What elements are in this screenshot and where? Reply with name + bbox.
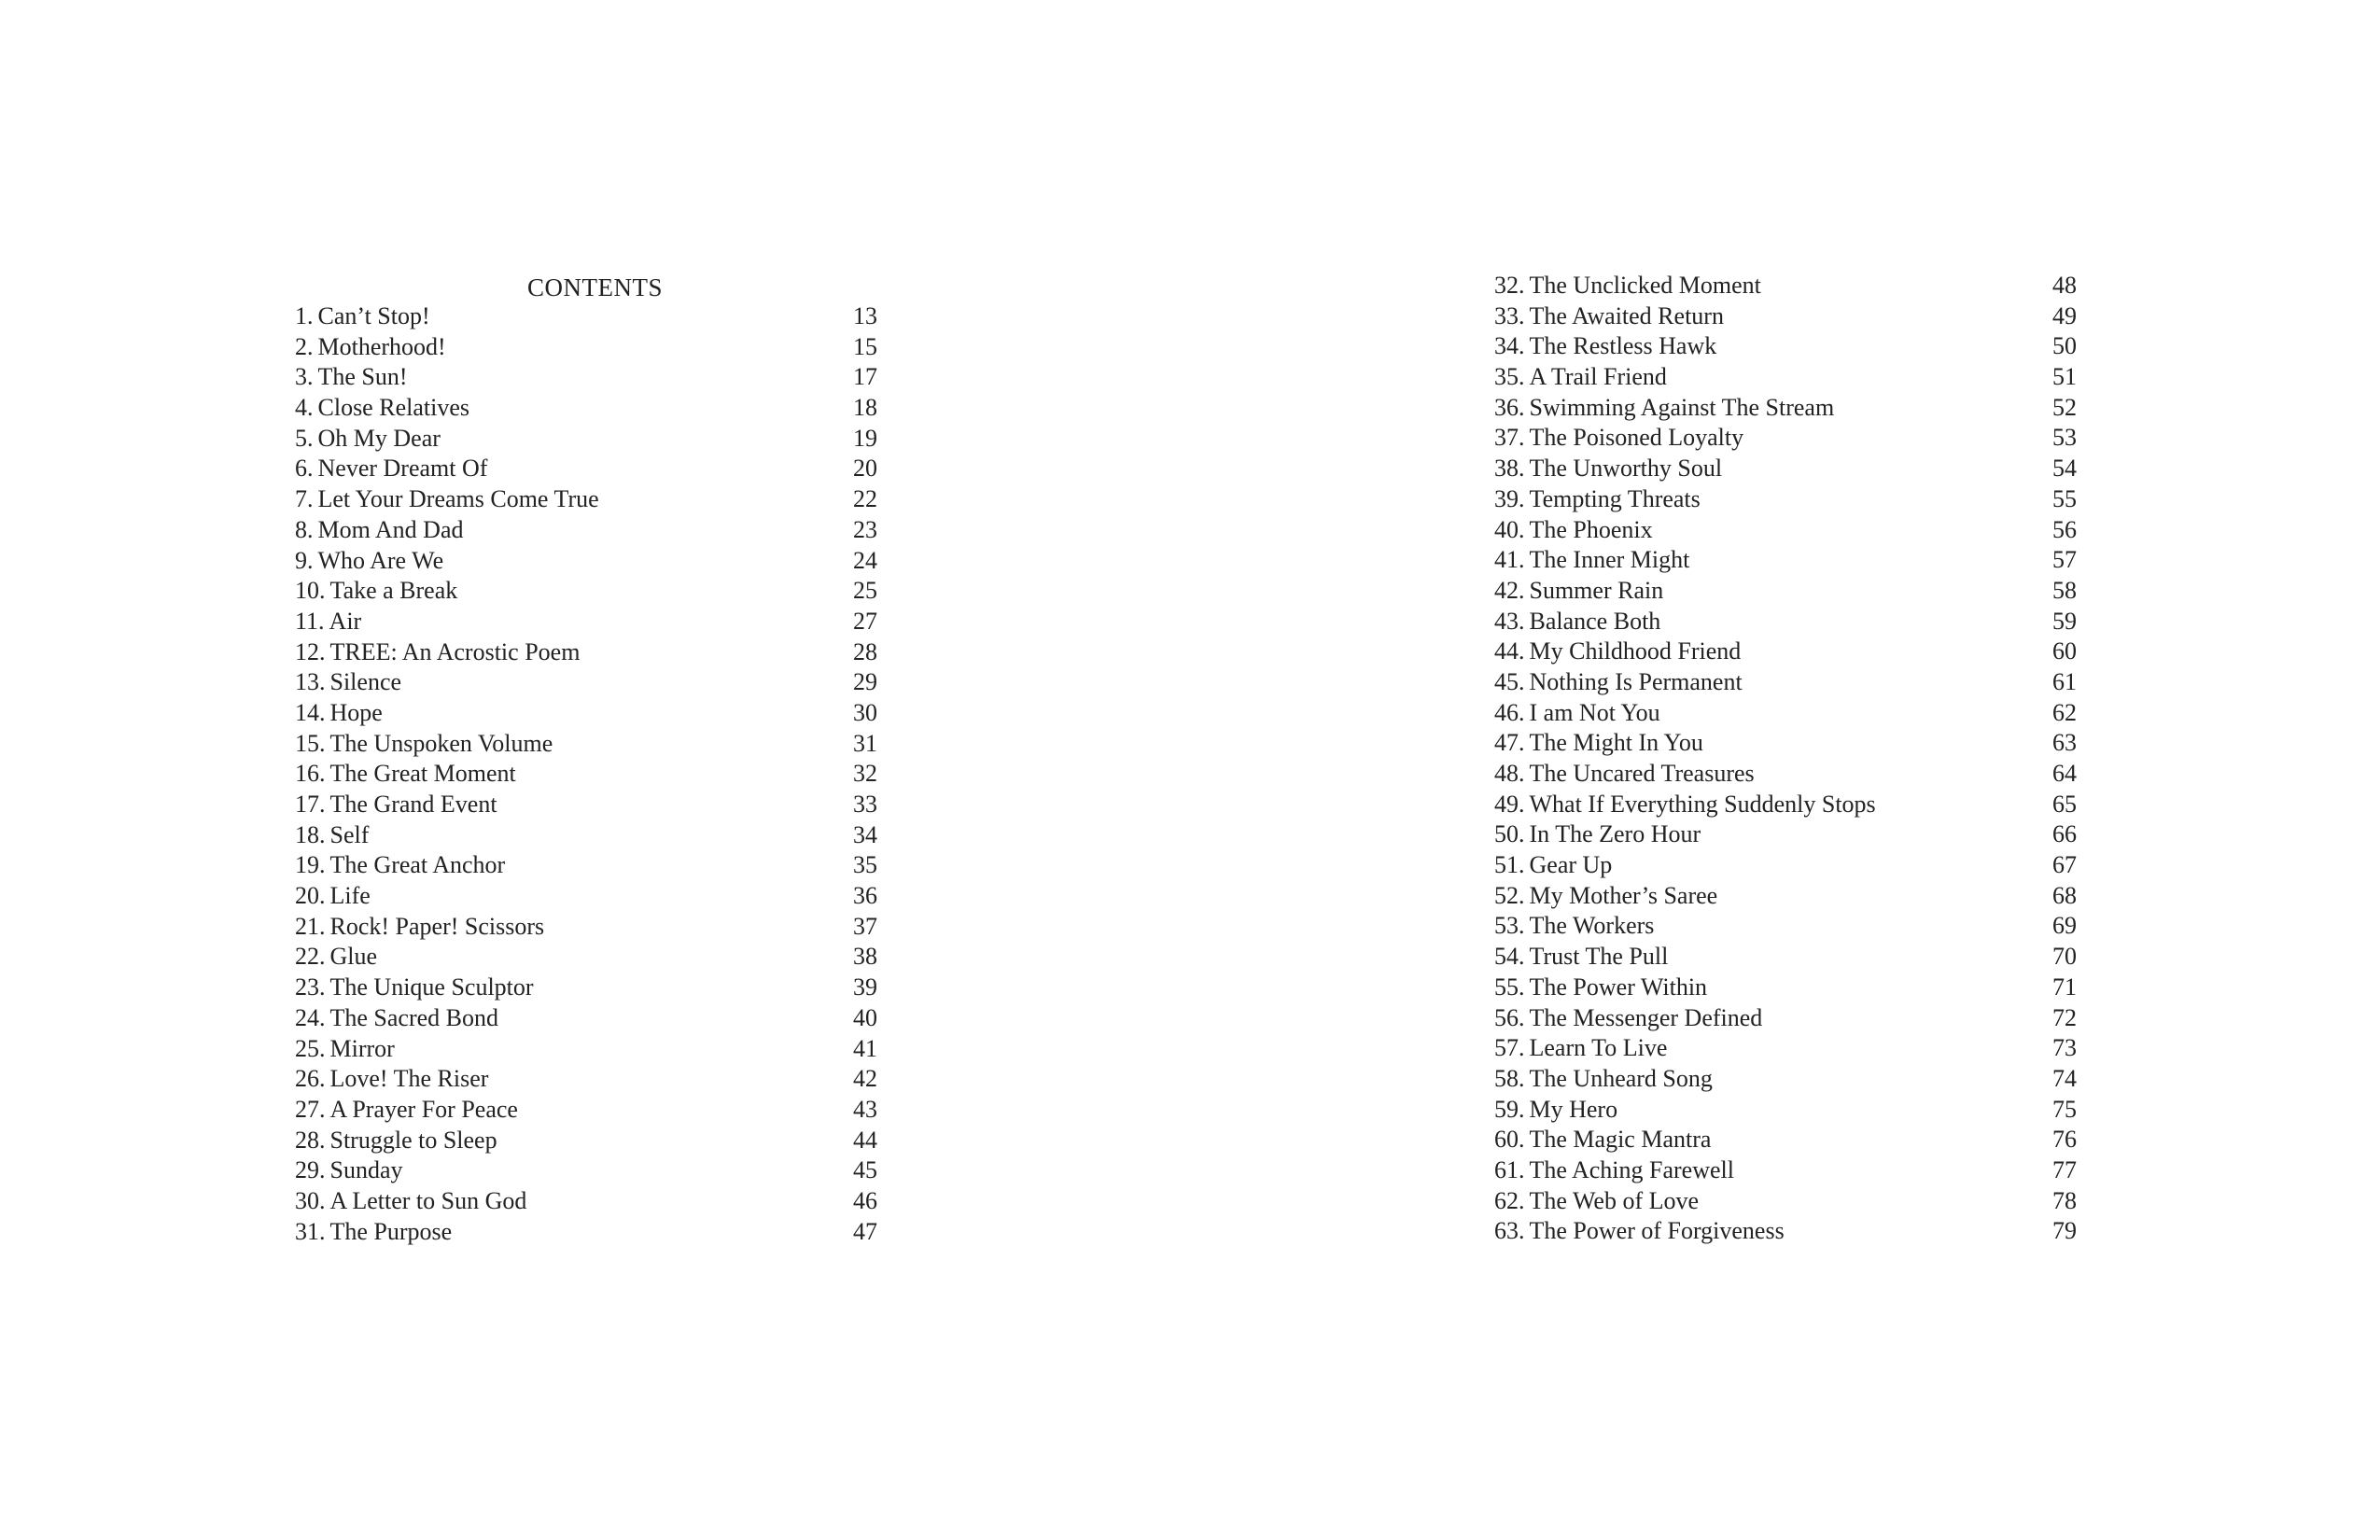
toc-entry-title: Gear Up (1529, 851, 1613, 879)
toc-entry-number: 15. (295, 729, 326, 757)
toc-entry-title: The Might In You (1529, 729, 1703, 757)
toc-entry-number: 40. (1494, 515, 1525, 543)
toc-entry-number: 48. (1494, 760, 1525, 787)
toc-entry-number: 63. (1494, 1217, 1525, 1245)
toc-entry-number: 47. (1494, 729, 1525, 757)
toc-entry-title: The Unique Sculptor (329, 973, 534, 1001)
toc-entry-page-number: 78 (2052, 1186, 2077, 1214)
toc-entry-title: The Power Within (1529, 973, 1708, 1001)
toc-entry-title: The Workers (1529, 912, 1655, 940)
toc-entry (295, 667, 877, 698)
toc-entry-page-number: 47 (853, 1217, 877, 1245)
toc-entry (1494, 271, 2077, 301)
toc-entry-number: 21. (295, 912, 326, 940)
toc-entry-page-number: 76 (2052, 1126, 2077, 1154)
toc-entry (1494, 484, 2077, 515)
toc-entry-number: 27. (295, 1095, 326, 1123)
toc-entry-number: 52. (1494, 881, 1525, 909)
toc-entry-title: A Letter to Sun God (329, 1186, 527, 1214)
toc-entry (1494, 942, 2077, 973)
toc-entry-number: 62. (1494, 1186, 1525, 1214)
toc-entry-title: Oh My Dear (317, 424, 441, 452)
toc-entry-number: 42. (1494, 576, 1525, 604)
toc-entry-title: Silence (329, 668, 402, 696)
toc-entry (295, 607, 877, 637)
toc-entry-page-number: 59 (2052, 607, 2077, 635)
toc-entry-page-number: 56 (2052, 515, 2077, 543)
toc-list-left (295, 301, 877, 1247)
toc-entry-number: 41. (1494, 546, 1525, 574)
toc-entry (1494, 362, 2077, 393)
toc-entry-title: Love! The Riser (329, 1065, 489, 1093)
toc-entry-page-number: 51 (2052, 363, 2077, 391)
toc-entry-page-number: 73 (2052, 1034, 2077, 1062)
toc-entry-title: Can’t Stop! (317, 302, 430, 329)
toc-entry-number: 38. (1494, 455, 1525, 483)
toc-entry-title: The Unheard Song (1529, 1064, 1713, 1092)
toc-entry-number: 5. (295, 424, 314, 452)
toc-entry (1494, 545, 2077, 576)
toc-entry-page-number: 23 (853, 515, 877, 543)
toc-entry-number: 10. (295, 577, 326, 605)
toc-entry (295, 1126, 877, 1156)
toc-entry-title: The Unspoken Volume (329, 729, 553, 757)
toc-entry-page-number: 66 (2052, 820, 2077, 848)
toc-entry (1494, 423, 2077, 454)
toc-entry-title: The Web of Love (1529, 1186, 1700, 1214)
toc-entry (1494, 850, 2077, 881)
toc-entry (1494, 301, 2077, 332)
toc-entry-page-number: 57 (2052, 546, 2077, 574)
toc-entry-title: The Great Moment (329, 760, 516, 788)
toc-entry-page-number: 37 (853, 912, 877, 940)
toc-entry (295, 424, 877, 455)
toc-entry-title: The Magic Mantra (1529, 1126, 1712, 1154)
toc-entry-title: What If Everything Suddenly Stops (1529, 790, 1876, 818)
toc-entry-page-number: 20 (853, 455, 877, 483)
toc-entry (295, 698, 877, 729)
toc-entry-page-number: 74 (2052, 1064, 2077, 1092)
toc-entry-page-number: 19 (853, 424, 877, 452)
toc-entry-title: Tempting Threats (1529, 484, 1701, 512)
toc-entry (1494, 911, 2077, 942)
toc-entry (1494, 576, 2077, 607)
toc-entry-page-number: 67 (2052, 851, 2077, 879)
toc-entry-number: 2. (295, 332, 314, 360)
toc-entry-number: 32. (1494, 272, 1525, 299)
toc-entry-title: The Great Anchor (329, 851, 506, 879)
toc-entry-page-number: 50 (2052, 332, 2077, 360)
toc-entry-title: The Phoenix (1529, 515, 1653, 543)
toc-entry-page-number: 33 (853, 791, 877, 818)
toc-entry-title: Never Dreamt Of (317, 455, 488, 483)
toc-entry-page-number: 52 (2052, 393, 2077, 421)
toc-entry-number: 7. (295, 485, 314, 513)
toc-entry-page-number: 62 (2052, 698, 2077, 726)
toc-entry-number: 58. (1494, 1064, 1525, 1092)
toc-entry-title: Sunday (329, 1156, 403, 1184)
toc-entry-number: 3. (295, 363, 314, 391)
toc-entry (1494, 881, 2077, 912)
toc-entry-number: 11. (295, 607, 325, 635)
toc-entry-title: The Unworthy Soul (1529, 455, 1723, 483)
toc-entry-page-number: 32 (853, 760, 877, 788)
toc-entry (295, 973, 877, 1003)
toc-entry (1494, 1095, 2077, 1126)
toc-entry (295, 1064, 877, 1095)
toc-entry (295, 484, 877, 515)
toc-entry-number: 60. (1494, 1126, 1525, 1154)
toc-entry (1494, 698, 2077, 729)
toc-entry-number: 50. (1494, 820, 1525, 848)
toc-entry (1494, 515, 2077, 546)
toc-entry (295, 820, 877, 851)
toc-entry-title: The Purpose (329, 1217, 453, 1245)
toc-entry-number: 57. (1494, 1034, 1525, 1062)
toc-entry-page-number: 49 (2052, 301, 2077, 329)
toc-entry-page-number: 43 (853, 1095, 877, 1123)
toc-entry-title: A Prayer For Peace (329, 1095, 518, 1123)
toc-entry-number: 26. (295, 1065, 326, 1093)
toc-entry-page-number: 44 (853, 1126, 877, 1154)
toc-entry-page-number: 38 (853, 943, 877, 971)
toc-entry-title: The Sacred Bond (329, 1003, 499, 1031)
toc-entry-title: Mom And Dad (317, 515, 464, 543)
toc-entry-title: Motherhood! (317, 332, 446, 360)
toc-entry-page-number: 42 (853, 1065, 877, 1093)
toc-entry-number: 46. (1494, 698, 1525, 726)
toc-entry-number: 53. (1494, 912, 1525, 940)
toc-entry (295, 729, 877, 760)
toc-entry (1494, 1033, 2077, 1064)
toc-entry (295, 942, 877, 973)
toc-entry-page-number: 15 (853, 332, 877, 360)
toc-entry-number: 54. (1494, 943, 1525, 971)
toc-entry-number: 23. (295, 973, 326, 1001)
toc-entry-number: 39. (1494, 484, 1525, 512)
toc-entry-title: The Uncared Treasures (1529, 760, 1755, 787)
toc-entry-number: 9. (295, 546, 314, 574)
toc-entry-number: 30. (295, 1186, 326, 1214)
toc-entry-page-number: 22 (853, 485, 877, 513)
toc-entry-number: 59. (1494, 1095, 1525, 1123)
toc-entry-page-number: 41 (853, 1034, 877, 1062)
toc-entry-title: Life (329, 882, 371, 910)
toc-entry (1494, 728, 2077, 759)
toc-entry-title: Trust The Pull (1529, 943, 1669, 971)
toc-entry (1494, 759, 2077, 790)
toc-entry-number: 14. (295, 698, 326, 726)
toc-entry-number: 43. (1494, 607, 1525, 635)
toc-entry (295, 393, 877, 424)
toc-entry-number: 12. (295, 637, 326, 665)
toc-entry-number: 25. (295, 1034, 326, 1062)
toc-entry (1494, 1216, 2077, 1247)
toc-entry-number: 6. (295, 455, 314, 483)
toc-entry (295, 912, 877, 943)
toc-entry (295, 1095, 877, 1126)
toc-entry (1494, 1186, 2077, 1217)
toc-entry-number: 34. (1494, 332, 1525, 360)
toc-entry-number: 19. (295, 851, 326, 879)
toc-entry-page-number: 65 (2052, 790, 2077, 818)
toc-entry-number: 44. (1494, 637, 1525, 665)
toc-entry-page-number: 70 (2052, 943, 2077, 971)
toc-entry-page-number: 35 (853, 851, 877, 879)
toc-entry-page-number: 68 (2052, 881, 2077, 909)
toc-entry-number: 49. (1494, 790, 1525, 818)
toc-entry-title: Take a Break (329, 577, 458, 605)
toc-entry-title: Summer Rain (1529, 576, 1664, 604)
toc-entry-number: 33. (1494, 301, 1525, 329)
toc-entry-page-number: 31 (853, 729, 877, 757)
toc-entry-number: 29. (295, 1156, 326, 1184)
toc-entry-title: The Awaited Return (1529, 301, 1724, 329)
toc-entry-title: The Poisoned Loyalty (1529, 424, 1744, 452)
toc-entry-title: Glue (329, 943, 378, 971)
toc-entry-title: Nothing Is Permanent (1529, 667, 1743, 695)
toc-list-right (1494, 271, 2077, 1247)
toc-entry (295, 881, 877, 912)
toc-entry-title: In The Zero Hour (1529, 820, 1701, 848)
toc-entry-page-number: 58 (2052, 576, 2077, 604)
toc-entry-number: 56. (1494, 1003, 1525, 1031)
toc-entry (295, 301, 877, 332)
toc-entry-title: I am Not You (1529, 698, 1660, 726)
toc-entry (295, 454, 877, 484)
toc-entry (1494, 667, 2077, 698)
toc-entry-title: My Hero (1529, 1095, 1618, 1123)
toc-entry (295, 1034, 877, 1065)
toc-entry-title: A Trail Friend (1529, 363, 1667, 391)
toc-entry-title: The Sun! (317, 363, 408, 391)
toc-entry-page-number: 77 (2052, 1155, 2077, 1183)
toc-entry-page-number: 54 (2052, 455, 2077, 483)
toc-entry (295, 362, 877, 393)
toc-entry (1494, 331, 2077, 362)
toc-entry-title: Close Relatives (317, 394, 469, 422)
toc-entry-page-number: 28 (853, 637, 877, 665)
toc-entry (295, 515, 877, 546)
toc-entry-page-number: 55 (2052, 484, 2077, 512)
toc-entry-title: Balance Both (1529, 607, 1661, 635)
toc-entry-page-number: 18 (853, 394, 877, 422)
toc-entry-number: 61. (1494, 1155, 1525, 1183)
toc-entry-number: 8. (295, 515, 314, 543)
toc-entry-page-number: 24 (853, 546, 877, 574)
right-page (1190, 0, 2380, 1540)
toc-entry-number: 51. (1494, 851, 1525, 879)
toc-entry-page-number: 34 (853, 820, 877, 848)
toc-entry-page-number: 63 (2052, 729, 2077, 757)
toc-entry (295, 546, 877, 577)
toc-entry-number: 17. (295, 791, 326, 818)
toc-entry (295, 850, 877, 881)
toc-entry-page-number: 64 (2052, 760, 2077, 787)
toc-entry-page-number: 36 (853, 882, 877, 910)
toc-entry-page-number: 72 (2052, 1003, 2077, 1031)
toc-entry-number: 1. (295, 302, 314, 329)
toc-entry-page-number: 48 (2052, 272, 2077, 299)
toc-entry-title: The Inner Might (1529, 546, 1690, 574)
toc-entry-number: 28. (295, 1126, 326, 1154)
toc-entry-page-number: 60 (2052, 637, 2077, 665)
toc-entry-title: My Mother’s Saree (1529, 881, 1718, 909)
toc-entry (295, 332, 877, 363)
toc-entry-number: 22. (295, 943, 326, 971)
toc-entry-number: 20. (295, 882, 326, 910)
toc-entry (1494, 819, 2077, 850)
toc-entry (295, 637, 877, 668)
toc-entry-number: 37. (1494, 424, 1525, 452)
toc-entry (1494, 454, 2077, 484)
toc-entry (1494, 1155, 2077, 1186)
toc-entry-number: 13. (295, 668, 326, 696)
toc-entry (295, 1155, 877, 1186)
toc-entry-page-number: 71 (2052, 973, 2077, 1001)
toc-entry (1494, 393, 2077, 424)
toc-entry (1494, 637, 2077, 667)
toc-entry-number: 18. (295, 820, 326, 848)
toc-entry-page-number: 27 (853, 607, 877, 635)
toc-entry-page-number: 39 (853, 973, 877, 1001)
toc-entry-title: The Grand Event (329, 791, 497, 818)
toc-entry-title: My Childhood Friend (1529, 637, 1742, 665)
toc-entry-page-number: 25 (853, 577, 877, 605)
toc-entry-title: TREE: An Acrostic Poem (329, 637, 581, 665)
toc-entry-page-number: 17 (853, 363, 877, 391)
toc-entry-title: The Unclicked Moment (1529, 272, 1761, 299)
toc-entry (1494, 790, 2077, 820)
toc-entry-page-number: 13 (853, 302, 877, 329)
toc-entry-number: 31. (295, 1217, 326, 1245)
toc-entry (295, 576, 877, 607)
toc-entry-page-number: 79 (2052, 1217, 2077, 1245)
toc-entry-title: Who Are We (317, 546, 444, 574)
toc-entry-title: Struggle to Sleep (329, 1126, 497, 1154)
contents-heading: CONTENTS (527, 273, 663, 301)
toc-entry-number: 35. (1494, 363, 1525, 391)
toc-entry-page-number: 40 (853, 1003, 877, 1031)
toc-entry-page-number: 53 (2052, 424, 2077, 452)
toc-entry-title: Hope (329, 698, 383, 726)
toc-entry-title: Mirror (329, 1034, 395, 1062)
toc-entry-page-number: 29 (853, 668, 877, 696)
toc-entry-title: Air (329, 607, 362, 635)
toc-entry-number: 36. (1494, 393, 1525, 421)
toc-entry-title: The Messenger Defined (1529, 1003, 1763, 1031)
toc-entry-title: Swimming Against The Stream (1529, 393, 1835, 421)
toc-entry (1494, 973, 2077, 1003)
toc-entry-page-number: 69 (2052, 912, 2077, 940)
toc-entry-title: Self (329, 820, 370, 848)
toc-entry (1494, 1064, 2077, 1095)
toc-entry-page-number: 61 (2052, 667, 2077, 695)
toc-entry-page-number: 45 (853, 1156, 877, 1184)
toc-entry-title: The Restless Hawk (1529, 332, 1717, 360)
toc-entry (295, 1217, 877, 1248)
toc-entry-page-number: 30 (853, 698, 877, 726)
toc-entry-number: 45. (1494, 667, 1525, 695)
toc-entry-number: 24. (295, 1003, 326, 1031)
toc-entry-number: 16. (295, 760, 326, 788)
toc-entry (295, 1186, 877, 1217)
toc-entry (295, 759, 877, 790)
toc-entry-page-number: 46 (853, 1186, 877, 1214)
toc-entry-title: Let Your Dreams Come True (317, 485, 599, 513)
toc-entry-number: 4. (295, 394, 314, 422)
toc-entry-title: Learn To Live (1529, 1034, 1668, 1062)
toc-entry-title: The Aching Farewell (1529, 1155, 1734, 1183)
toc-entry-number: 55. (1494, 973, 1525, 1001)
toc-entry-page-number: 75 (2052, 1095, 2077, 1123)
toc-entry (1494, 1125, 2077, 1155)
toc-entry-title: The Power of Forgiveness (1529, 1217, 1785, 1245)
toc-entry (1494, 1003, 2077, 1034)
toc-entry-title: Rock! Paper! Scissors (329, 912, 545, 940)
toc-entry (295, 790, 877, 820)
toc-entry (1494, 607, 2077, 637)
toc-entry (295, 1003, 877, 1034)
